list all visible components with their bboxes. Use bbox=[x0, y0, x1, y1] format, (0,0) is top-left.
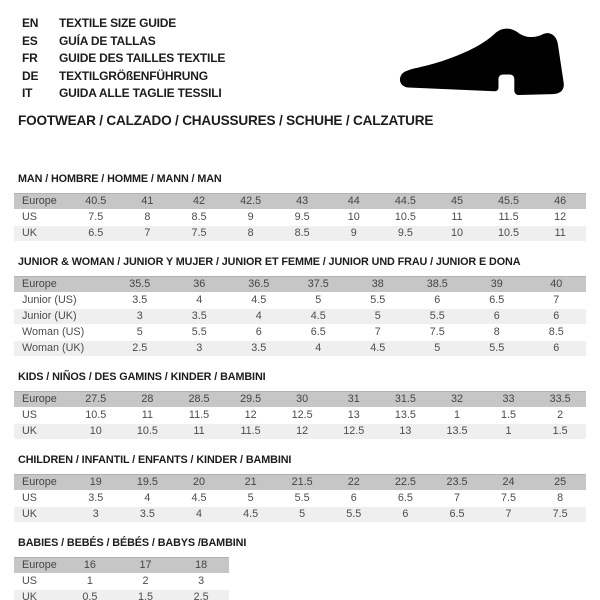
size-cell: 7 bbox=[122, 226, 174, 241]
size-cell: 27.5 bbox=[70, 391, 122, 407]
size-cell: 4 bbox=[229, 309, 289, 324]
section-kids bbox=[14, 371, 586, 440]
size-cell: 9.5 bbox=[276, 210, 328, 225]
size-cell: 12.5 bbox=[328, 424, 380, 439]
size-cell: 0.5 bbox=[62, 590, 118, 600]
size-cell: 24 bbox=[483, 474, 535, 490]
size-cell: 7 bbox=[348, 325, 408, 340]
size-cell: 4 bbox=[173, 507, 225, 522]
size-cell: 7.5 bbox=[534, 507, 586, 522]
size-cell: 5 bbox=[225, 491, 277, 506]
size-cell: 5.5 bbox=[348, 293, 408, 308]
size-cell: 21 bbox=[225, 474, 277, 490]
category-line: FOOTWEAR / CALZADO / CHAUSSURES / SCHUHE / CALZATURE bbox=[18, 112, 434, 128]
size-cell: 11 bbox=[534, 226, 586, 241]
size-cell: 37.5 bbox=[289, 276, 349, 292]
section-babies bbox=[14, 537, 586, 600]
size-cell: 44.5 bbox=[380, 193, 432, 209]
size-cell: 3 bbox=[70, 507, 122, 522]
size-cell: 33.5 bbox=[534, 391, 586, 407]
language-code: ES bbox=[22, 33, 38, 48]
size-cell: 12.5 bbox=[276, 408, 328, 423]
size-cell: 8.5 bbox=[527, 325, 587, 340]
size-cell: 21.5 bbox=[276, 474, 328, 490]
size-cell: 3.5 bbox=[229, 341, 289, 356]
row-label: US bbox=[14, 574, 62, 589]
size-cell: 4.5 bbox=[229, 293, 289, 308]
size-cell: 17 bbox=[118, 557, 174, 573]
section-title-babies: BABIES / BEBÉS / BÉBÉS / BABYS /BAMBINI bbox=[18, 536, 247, 549]
table-row bbox=[14, 276, 586, 292]
row-label: US bbox=[14, 210, 70, 225]
size-cell: 42 bbox=[173, 193, 225, 209]
row-label: US bbox=[14, 491, 70, 506]
size-cell: 6.5 bbox=[380, 491, 432, 506]
size-cell: 5.5 bbox=[170, 325, 230, 340]
section-title-kids: KIDS / NIÑOS / DES GAMINS / KINDER / BAMBINI bbox=[18, 370, 266, 383]
size-cell: 28 bbox=[122, 391, 174, 407]
size-cell: 4.5 bbox=[289, 309, 349, 324]
table-row bbox=[14, 574, 229, 589]
table-row bbox=[14, 210, 586, 225]
size-cell: 9 bbox=[225, 210, 277, 225]
size-cell: 3 bbox=[170, 341, 230, 356]
section-title-children: CHILDREN / INFANTIL / ENFANTS / KINDER / BAMBINI bbox=[18, 453, 292, 466]
size-cell: 36 bbox=[170, 276, 230, 292]
size-cell: 4 bbox=[122, 491, 174, 506]
size-cell: 7 bbox=[431, 491, 483, 506]
size-cell: 5 bbox=[276, 507, 328, 522]
size-cell: 6 bbox=[527, 341, 587, 356]
size-table-man bbox=[14, 192, 586, 242]
row-label: Junior (UK) bbox=[14, 309, 110, 324]
size-cell: 1.5 bbox=[483, 408, 535, 423]
size-cell: 8 bbox=[467, 325, 527, 340]
section-junior bbox=[14, 256, 586, 357]
row-label: Woman (US) bbox=[14, 325, 110, 340]
size-cell: 2.5 bbox=[110, 341, 170, 356]
size-cell: 3 bbox=[110, 309, 170, 324]
size-cell: 45 bbox=[431, 193, 483, 209]
size-cell: 3.5 bbox=[70, 491, 122, 506]
size-cell: 5.5 bbox=[328, 507, 380, 522]
size-cell: 7.5 bbox=[173, 226, 225, 241]
size-cell: 6 bbox=[328, 491, 380, 506]
row-label: Europe bbox=[14, 193, 70, 209]
size-cell: 36.5 bbox=[229, 276, 289, 292]
row-label: US bbox=[14, 408, 70, 423]
size-cell: 1.5 bbox=[118, 590, 174, 600]
size-cell: 5.5 bbox=[408, 309, 468, 324]
language-code: FR bbox=[22, 51, 38, 65]
size-table-junior bbox=[14, 275, 586, 357]
section-title-man: MAN / HOMBRE / HOMME / MANN / MAN bbox=[18, 172, 222, 185]
row-label: Europe bbox=[14, 474, 70, 490]
size-cell: 33 bbox=[483, 391, 535, 407]
size-cell: 6 bbox=[229, 325, 289, 340]
size-cell: 10.5 bbox=[483, 226, 535, 241]
size-cell: 8.5 bbox=[276, 226, 328, 241]
size-cell: 6.5 bbox=[467, 293, 527, 308]
language-code: DE bbox=[22, 68, 39, 83]
size-cell: 22 bbox=[328, 474, 380, 490]
size-cell: 2 bbox=[118, 574, 174, 589]
table-row bbox=[14, 557, 229, 573]
section-man bbox=[14, 173, 586, 242]
size-cell: 4.5 bbox=[173, 491, 225, 506]
size-cell: 7.5 bbox=[483, 491, 535, 506]
size-cell: 6 bbox=[527, 309, 587, 324]
size-cell: 20 bbox=[173, 474, 225, 490]
table-row bbox=[14, 491, 586, 506]
size-cell: 12 bbox=[534, 210, 586, 225]
size-cell: 11.5 bbox=[483, 210, 535, 225]
section-title-junior: JUNIOR & WOMAN / JUNIOR Y MUJER / JUNIOR ET FEMME / JUNIOR UND FRAU / JUNIOR E DONA bbox=[18, 255, 521, 268]
size-cell: 11 bbox=[173, 424, 225, 439]
size-cell: 5.5 bbox=[467, 341, 527, 356]
table-row bbox=[14, 226, 586, 241]
size-table-kids bbox=[14, 390, 586, 440]
size-cell: 6 bbox=[467, 309, 527, 324]
size-cell: 30 bbox=[276, 391, 328, 407]
size-cell: 13.5 bbox=[380, 408, 432, 423]
size-cell: 16 bbox=[62, 557, 118, 573]
size-cell: 7 bbox=[483, 507, 535, 522]
size-cell: 6 bbox=[408, 293, 468, 308]
size-cell: 10.5 bbox=[122, 424, 174, 439]
size-cell: 3.5 bbox=[122, 507, 174, 522]
size-cell: 6.5 bbox=[431, 507, 483, 522]
table-row bbox=[14, 391, 586, 407]
size-cell: 2.5 bbox=[173, 590, 229, 600]
language-name: GUÍA DE TALLAS bbox=[59, 33, 156, 48]
size-cell: 1 bbox=[62, 574, 118, 589]
language-name: GUIDA ALLE TAGLIE TESSILI bbox=[59, 86, 222, 100]
size-cell: 11 bbox=[431, 210, 483, 225]
language-code: EN bbox=[22, 16, 39, 30]
size-cell: 12 bbox=[225, 408, 277, 423]
size-cell: 1.5 bbox=[534, 424, 586, 439]
size-cell: 44 bbox=[328, 193, 380, 209]
size-cell: 19.5 bbox=[122, 474, 174, 490]
size-cell: 5 bbox=[408, 341, 468, 356]
size-cell: 43 bbox=[276, 193, 328, 209]
size-cell: 11 bbox=[122, 408, 174, 423]
row-label: UK bbox=[14, 507, 70, 522]
row-label: UK bbox=[14, 226, 70, 241]
size-cell: 8.5 bbox=[173, 210, 225, 225]
size-cell: 46 bbox=[534, 193, 586, 209]
size-cell: 38 bbox=[348, 276, 408, 292]
row-label: Europe bbox=[14, 276, 110, 292]
size-cell: 19 bbox=[70, 474, 122, 490]
size-cell: 40.5 bbox=[70, 193, 122, 209]
size-cell: 13.5 bbox=[431, 424, 483, 439]
row-label: UK bbox=[14, 590, 62, 600]
language-name: TEXTILE SIZE GUIDE bbox=[59, 16, 177, 30]
size-cell: 4 bbox=[289, 341, 349, 356]
size-cell: 3.5 bbox=[110, 293, 170, 308]
size-cell: 7.5 bbox=[408, 325, 468, 340]
language-name: GUIDE DES TAILLES TEXTILE bbox=[59, 51, 226, 65]
row-label: Woman (UK) bbox=[14, 341, 110, 356]
size-cell: 6.5 bbox=[70, 226, 122, 241]
size-cell: 8 bbox=[225, 226, 277, 241]
size-cell: 4 bbox=[170, 293, 230, 308]
size-cell: 29.5 bbox=[225, 391, 277, 407]
row-label: Junior (US) bbox=[14, 293, 110, 308]
shoe-icon bbox=[396, 21, 573, 101]
size-cell: 7 bbox=[527, 293, 587, 308]
size-cell: 11.5 bbox=[173, 408, 225, 423]
size-cell: 10 bbox=[70, 424, 122, 439]
size-table-babies bbox=[14, 556, 229, 600]
size-cell: 10 bbox=[328, 210, 380, 225]
size-cell: 4.5 bbox=[348, 341, 408, 356]
table-row bbox=[14, 293, 586, 308]
table-row bbox=[14, 193, 586, 209]
size-tables bbox=[0, 173, 600, 600]
size-cell: 12 bbox=[276, 424, 328, 439]
size-cell: 31 bbox=[328, 391, 380, 407]
table-row bbox=[14, 408, 586, 423]
table-row bbox=[14, 507, 586, 522]
size-cell: 9 bbox=[328, 226, 380, 241]
section-children bbox=[14, 454, 586, 523]
size-cell: 10 bbox=[431, 226, 483, 241]
size-cell: 3.5 bbox=[170, 309, 230, 324]
size-cell: 35.5 bbox=[110, 276, 170, 292]
size-cell: 2 bbox=[534, 408, 586, 423]
row-label: UK bbox=[14, 424, 70, 439]
size-cell: 28.5 bbox=[173, 391, 225, 407]
table-row bbox=[14, 309, 586, 324]
size-cell: 13 bbox=[380, 424, 432, 439]
table-row bbox=[14, 424, 586, 439]
size-cell: 38.5 bbox=[408, 276, 468, 292]
table-row bbox=[14, 590, 229, 600]
size-cell: 18 bbox=[173, 557, 229, 573]
size-table-children bbox=[14, 473, 586, 523]
size-cell: 6 bbox=[380, 507, 432, 522]
size-cell: 3 bbox=[173, 574, 229, 589]
size-cell: 8 bbox=[122, 210, 174, 225]
size-cell: 5.5 bbox=[276, 491, 328, 506]
size-cell: 6.5 bbox=[289, 325, 349, 340]
language-code: IT bbox=[22, 86, 33, 100]
size-cell: 22.5 bbox=[380, 474, 432, 490]
size-cell: 10.5 bbox=[380, 210, 432, 225]
size-cell: 1 bbox=[431, 408, 483, 423]
size-cell: 1 bbox=[483, 424, 535, 439]
size-cell: 7.5 bbox=[70, 210, 122, 225]
row-label: Europe bbox=[14, 391, 70, 407]
table-row bbox=[14, 341, 586, 356]
size-cell: 5 bbox=[110, 325, 170, 340]
size-cell: 32 bbox=[431, 391, 483, 407]
size-cell: 31.5 bbox=[380, 391, 432, 407]
size-cell: 4.5 bbox=[225, 507, 277, 522]
size-cell: 41 bbox=[122, 193, 174, 209]
size-cell: 39 bbox=[467, 276, 527, 292]
size-cell: 25 bbox=[534, 474, 586, 490]
size-cell: 5 bbox=[348, 309, 408, 324]
size-cell: 10.5 bbox=[70, 408, 122, 423]
language-name: TEXTILGRÖßENFÜHRUNG bbox=[59, 68, 208, 83]
row-label: Europe bbox=[14, 557, 62, 573]
size-cell: 13 bbox=[328, 408, 380, 423]
size-cell: 40 bbox=[527, 276, 587, 292]
size-cell: 9.5 bbox=[380, 226, 432, 241]
size-cell: 5 bbox=[289, 293, 349, 308]
table-row bbox=[14, 474, 586, 490]
table-row bbox=[14, 325, 586, 340]
size-cell: 45.5 bbox=[483, 193, 535, 209]
size-cell: 23.5 bbox=[431, 474, 483, 490]
size-cell: 42.5 bbox=[225, 193, 277, 209]
size-cell: 11.5 bbox=[225, 424, 277, 439]
size-cell: 8 bbox=[534, 491, 586, 506]
